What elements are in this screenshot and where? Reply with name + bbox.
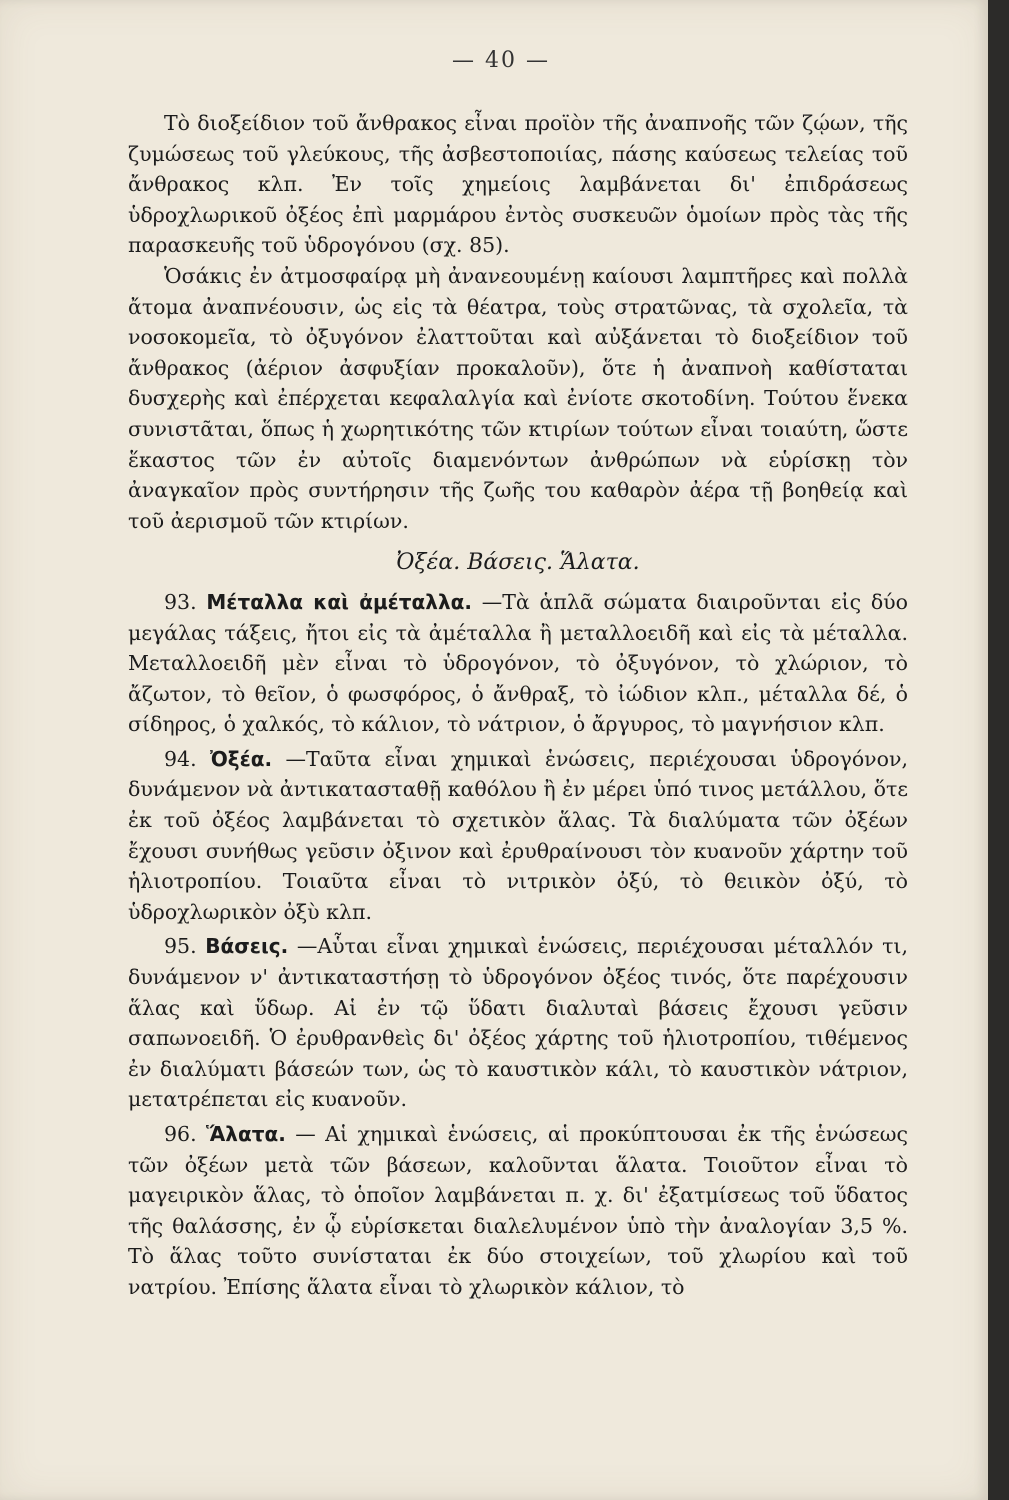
section-text: — Αἱ χημικαὶ ἑνώσεις, αἱ προκύπτουσαι ἐκ τῆς ἑνώσεως τῶν ὀξέων μετὰ τῶν βάσεων, καλοῦνται ἅλατα. Τοιοῦτον εἶναι τὸ μαγειρικὸν ἅλας, τὸ ὁποῖον λαμβάνεται π. χ. δι' ἐξατμίσεως τοῦ ὕδατος τῆς θαλάσσης, ἐν ᾧ εὑρίσκεται διαλελυμένον ὑπὸ τὴν ἀναλογίαν 3,5 %. Τὸ ἅλας τοῦτο συνίσταται ἐκ δύο στοιχείων, τοῦ χλωρίου καὶ τοῦ νατρίου. Ἐπίσης ἅλατα εἶναι τὸ χλωρικὸν κάλιον, τὸ: [128, 1122, 908, 1299]
paragraph-carbon-dioxide-origin: Τὸ διοξείδιον τοῦ ἄνθρακος εἶναι προϊὸν τῆς ἀναπνοῆς τῶν ζῴων, τῆς ζυμώσεως τοῦ γλεύκους, τῆς ἀσβεστοποιίας, πάσης καύσεως τελείας τοῦ ἄνθρακος κλπ. Ἐν τοῖς χημείοις λαμβάνεται δι' ἐπιδράσεως ὑδροχλωρικοῦ ὀξέος ἐπὶ μαρμάρου ἐντὸς συσκευῶν ὁμοίων πρὸς τὰς τῆς παρασκευῆς τοῦ ὑδρογόνου (σχ. 85).: [128, 111, 908, 258]
section-number: 96.: [164, 1122, 197, 1146]
section-heading: Ὀξέα. Βάσεις. Ἅλατα.: [396, 550, 640, 576]
page-number: — 40 —: [452, 48, 550, 73]
paragraph-ventilation: Ὁσάκις ἐν ἀτμοσφαίρᾳ μὴ ἀνανεουμένῃ καίουσι λαμπτῆρες καὶ πολλὰ ἄτομα ἀναπνέουσιν, ὡς εἰς τὰ θέατρα, τοὺς στρατῶνας, τὰ σχολεῖα, τὰ νοσοκομεῖα, τὸ ὀξυγόνον ἐλαττοῦται καὶ αὐξάνεται τὸ διοξείδιον τοῦ ἄνθρακος (ἀέριον ἀσφυξίαν προκαλοῦν), ὅτε ἡ ἀναπνοὴ καθίσταται δυσχερὴς καὶ ἐπέρχεται κεφαλαλγία καὶ ἐνίοτε σκοτοδίνη. Τούτου ἕνεκα συνιστᾶται, ὅπως ἡ χωρητικότης τῶν κτιρίων τούτων εἶναι τοιαύτη, ὥστε ἕκαστος τῶν ἐν αὐτοῖς διαμενόντων ἀνθρώπων νὰ εὑρίσκῃ τὸν ἀναγκαῖον πρὸς συντήρησιν τῆς ζωῆς του καθαρὸν ἀέρα τῇ βοηθείᾳ καὶ τοῦ ἀερισμοῦ τῶν κτιρίων.: [128, 263, 908, 533]
section-number: 94.: [164, 746, 197, 771]
section-94: [128, 744, 908, 928]
section-text: —Τὰ ἁπλᾶ σώματα διαιροῦνται εἰς δύο μεγάλας τάξεις, ἤτοι εἰς τὰ ἀμέταλλα ἢ μεταλλοειδῆ καὶ εἰς τὰ μέταλλα. Μεταλλοειδῆ μὲν εἶναι τὸ ὑδρογόνον, τὸ ὀξυγόνον, τὸ χλώριον, τὸ ἄζωτον, τὸ θεῖον, ὁ φωσφόρος, ὁ ἄνθραξ, τὸ ἰώδιον κλπ., μέταλλα δέ, ὁ σίδηρος, ὁ χαλκός, τὸ κάλιον, τὸ νάτριον, ὁ ἄργυρος, τὸ μαγνήσιον κλπ.: [128, 589, 908, 737]
section-title: Ἅλατα.: [206, 1122, 286, 1146]
section-text: —Ταῦτα εἶναι χημικαὶ ἑνώσεις, περιέχουσαι ὑδρογόνον, δυνάμενον νὰ ἀντικατασταθῇ καθόλου ἢ ἐν μέρει ὑπό τινος μετάλλου, ὅτε ἐκ τοῦ ὀξέος λαμβάνεται τὸ σχετικὸν ἅλας. Τὰ διαλύματα τῶν ὀξέων ἔχουσι συνήθως γεῦσιν ὀξινον καὶ ἐρυθραίνουσι τὸν κυανοῦν χάρτην τοῦ ἡλιοτροπίου. Τοιαῦτα εἶναι τὸ νιτρικὸν ὀξύ, τὸ θειικὸν ὀξύ, τὸ ὑδροχλωρικὸν ὀξὺ κλπ.: [128, 746, 908, 924]
section-title: Βάσεις.: [205, 934, 289, 959]
book-spine-shadow: [988, 0, 1009, 1500]
section-number: 95.: [164, 934, 197, 959]
section-number: 93.: [164, 589, 197, 614]
section-96: [128, 1119, 908, 1303]
section-text: —Αὗται εἶναι χημικαὶ ἑνώσεις, περιέχουσαι μέταλλόν τι, δυνάμενον ν' ἀντικαταστήσῃ τὸ ὑδρογόνον ὀξέος τινός, ὅτε παρέχουσιν ἅλας καὶ ὕδωρ. Αἱ ἐν τῷ ὕδατι διαλυταὶ βάσεις ἔχουσι γεῦσιν σαπωνοειδῆ. Ὁ ἐρυθρανθεὶς δι' ὀξέος χάρτης τοῦ ἡλιοτροπίου, τιθέμενος ἐν διαλύματι βάσεών των, ὡς τὸ καυστικὸν κάλι, τὸ καυστικὸν νάτριον, μετατρέπεται εἰς κυανοῦν.: [128, 934, 908, 1112]
section-93: [128, 587, 908, 740]
section-title: Ὀξέα.: [209, 746, 273, 771]
section-95: [128, 931, 908, 1115]
section-title: Μέταλλα καὶ ἀμέταλλα.: [206, 589, 472, 614]
page-body: [128, 108, 908, 1303]
